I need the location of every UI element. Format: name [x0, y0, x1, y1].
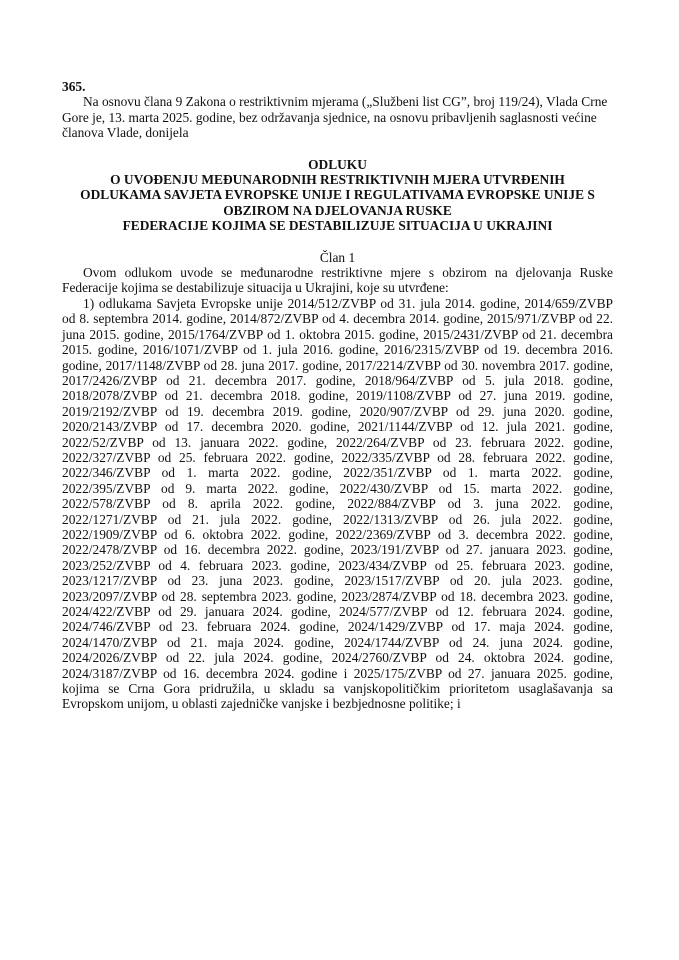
title-line-2: O UVOĐENJU MEĐUNARODNIH RESTRIKTIVNIH MJERA UTVRĐENIH	[110, 172, 565, 188]
article-heading: Član 1	[319, 249, 356, 265]
preamble-paragraph: Na osnovu člana 9 Zakona o restriktivnim mjerama („Službeni list CG”, broj 119/24), Vlada Crne Gore je, 13. marta 2025. godine, bez održavanja sjednice, na osnovu pribavljenih saglasnosti većine članova Vlade, donijela	[62, 94, 608, 141]
title-line-5: FEDERACIJE KOJIMA SE DESTABILIZUJE SITUACIJA U UKRAJINI	[122, 218, 553, 234]
article-item-1: 1) odlukama Savjeta Evropske unije 2014/512/ZVBP od 31. jula 2014. godine, 2014/659/ZVBP od 8. septembra 2014. godine, 2014/872/ZVBP od 4. decembra 2014. godine, 2015/971/ZVBP od 22. juna 2015. godine, 2015/1764/ZVBP od 1. oktobra 2015. godine, 2015/2431/ZVBP od 21. decembra 2015. godine, 2016/1071/ZVBP od 1. jula 2016. godine, 2016/2315/ZVBP od 19. decembra 2016. godine, 2017/1148/ZVBP od 28. juna 2017. godine, 2017/2214/ZVBP od 30. novembra 2017. godine, 2017/2426/ZVBP od 21. decembra 2017. godine, 2018/964/ZVBP od 5. jula 2018. godine, 2018/2078/ZVBP od 21. decembra 2018. godine, 2019/1108/ZVBP od 27. juna 2019. godine, 2019/2192/ZVBP od 19. decembra 2019. godine, 2020/907/ZVBP od 29. juna 2020. godine, 2020/2143/ZVBP od 17. decembra 2020. godine, 2021/1144/ZVBP od 12. jula 2021. godine, 2022/52/ZVBP od 13. januara 2022. godine, 2022/264/ZVBP od 23. februara 2022. godine, 2022/327/ZVBP od 25. februara 2022. godine, 2022/335/ZVBP od 28. februara 2022. godine, 2022/346/ZVBP od 1. marta 2022. godine, 2022/351/ZVBP od 1. marta 2022. godine, 2022/395/ZVBP od 9. marta 2022. godine, 2022/430/ZVBP od 15. marta 2022. godine, 2022/578/ZVBP od 8. aprila 2022. godine, 2022/884/ZVBP od 3. juna 2022. godine, 2022/1271/ZVBP od 21. jula 2022. godine, 2022/1313/ZVBP od 26. jula 2022. godine, 2022/1909/ZVBP od 6. oktobra 2022. godine, 2022/2369/ZVBP od 3. decembra 2022. godine, 2022/2478/ZVBP od 16. decembra 2022. godine, 2023/191/ZVBP od 27. januara 2023. godine, 2023/252/ZVBP od 4. februara 2023. godine, 2023/434/ZVBP od 25. februara 2023. godine, 2023/1217/ZVBP od 23. juna 2023. godine, 2023/1517/ZVBP od 20. jula 2023. godine, 2023/2097/ZVBP od 28. septembra 2023. godine, 2023/2874/ZVBP od 18. decembra 2023. godine, 2024/422/ZVBP od 29. januara 2024. godine, 2024/577/ZVBP od 12. februara 2024. godine, 2024/746/ZVBP od 23. februara 2024. godine, 2024/1429/ZVBP od 17. maja 2024. godine, 2024/1470/ZVBP od 21. maja 2024. godine, 2024/1744/ZVBP od 24. juna 2024. godine, 2024/2026/ZVBP od 22. jula 2024. godine, 2024/2760/ZVBP od 24. oktobra 2024. godine, 2024/3187/ZVBP od 16. decembra 2024. godine i 2025/175/ZVBP od 27. januara 2025. godine, kojima se Crna Gora pridružila, u skladu sa vanjskopolitičkim prioritetom usaglašavanja sa Evropskom unijom, u oblasti zajedničke vanjske i bezbjednosne politike; i	[62, 295, 613, 712]
decision-title	[62, 157, 613, 234]
title-line-4: OBZIROM NA DJELOVANJA RUSKE	[223, 202, 452, 218]
document-page	[62, 79, 613, 712]
title-line-3: ODLUKAMA SAVJETA EVROPSKE UNIJE I REGULATIVAMA EVROPSKE UNIJE S	[80, 187, 595, 203]
title-line-1: ODLUKU	[308, 156, 367, 172]
document-number: 365.	[62, 79, 86, 94]
article-intro-paragraph: Ovom odlukom uvode se međunarodne restriktivne mjere s obzirom na djelovanja Ruske Federacije kojima se destabilizuje situacija u Ukrajini, koje su utvrđene:	[62, 265, 613, 296]
